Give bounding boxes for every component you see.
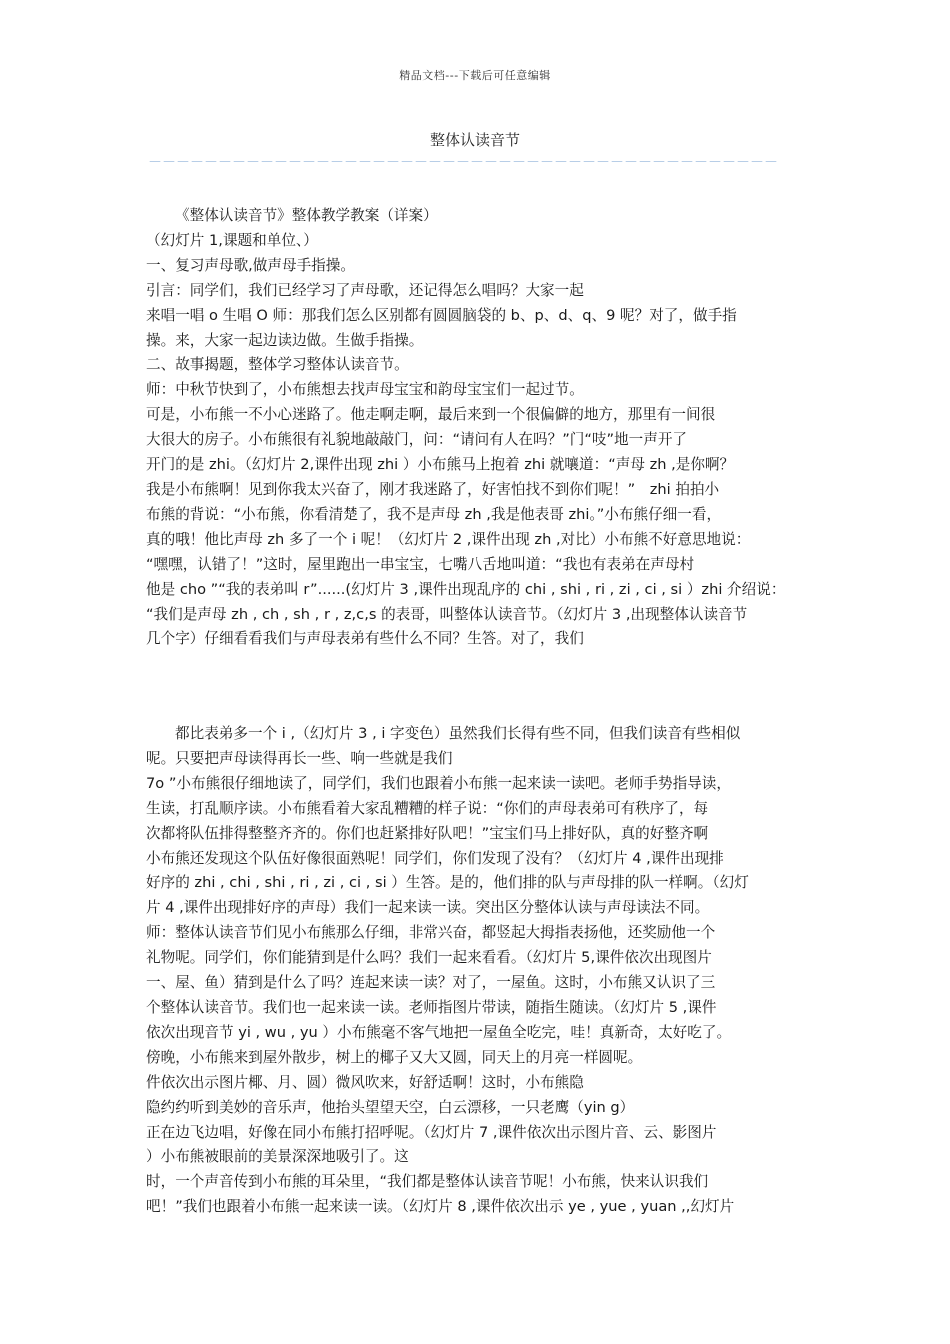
text-line: 操。来，大家一起边读边做。生做手指操。 (146, 331, 424, 349)
text-line: “我们是声母 zh , ch , sh , r , z,c,s 的表哥，叫整体认读音节。（幻灯片 3 ,出现整体认读音节 (146, 605, 748, 623)
text-line: 一、屋、鱼）猜到是什么了吗？连起来读一读？对了，一屋鱼。这时，小布熊又认识了三 (146, 974, 716, 992)
text-line: 好序的 zhi , chi , shi , ri , zi , ci , si ）生答。是的，他们排的队与声母排的队一样啊。（幻灯 (146, 874, 749, 892)
text-line: 傍晚，小布熊来到屋外散步，树上的椰子又大又圆，同天上的月亮一样圆呢。 (146, 1048, 643, 1066)
text-line: 二、故事揭题，整体学习整体认读音节。 (146, 356, 409, 374)
header-note: 精品文档---下载后可任意编辑 (399, 69, 551, 82)
text-line: 个整体认读音节。我们也一起来读一读。老师指图片带读，随指生随读。（幻灯片 5 ,课件 (146, 998, 717, 1016)
text-line: 依次出现音节 yi , wu , yu ）小布熊毫不客气地把一屋鱼全吃完，哇！真新奇，太好吃了。 (146, 1023, 732, 1041)
text-line: 时，一个声音传到小布熊的耳朵里，“我们都是整体认读音节呢！小布熊，快来认识我们 (146, 1173, 709, 1191)
text-line: 7o ”小布熊很仔细地读了，同学们，我们也跟着小布熊一起来读一读吧。老师手势指导读， (146, 774, 731, 792)
document-title: 整体认读音节 (429, 131, 520, 149)
text-line: ）小布熊被眼前的美景深深地吸引了。这 (146, 1148, 409, 1166)
text-line: 呢。只要把声母读得再长一些、响一些就是我们 (146, 749, 453, 767)
text-line: 真的哦！他比声母 zh 多了一个 i 呢！（幻灯片 2 ,课件出现 zh ,对比）小布熊不好意思地说： (146, 530, 751, 548)
text-line: 我是小布熊啊！见到你我太兴奋了，刚才我迷路了，好害怕找不到你们呢！” zhi 拍拍小 (146, 480, 720, 498)
text-line: 布熊的背说：“小布熊，你看清楚了，我不是声母 zh ,我是他表哥 zhi。”小布熊仔细一看， (146, 505, 722, 523)
text-line: 都比表弟多一个 i ,（幻灯片 3 , i 字变色）虽然我们长得有些不同，但我们读音有些相似 (175, 725, 741, 742)
text-line: 一、复习声母歌,做声母手指操。 (146, 256, 355, 274)
text-line: 来唱一唱 o 生唱 O 师：那我们怎么区别都有圆圆脑袋的 b、p、d、q、9 呢？对了，做手指 (146, 306, 737, 324)
text-line: 礼物呢。同学们，你们能猜到是什么吗？我们一起来看看。（幻灯片 5,课件依次出现图片 (146, 949, 712, 967)
text-line: 正在边飞边唱，好像在同小布熊打招呼呢。（幻灯片 7 ,课件依次出示图片音、云、影图片 (146, 1123, 717, 1141)
text-line: 次都将队伍排得整整齐齐的。你们也赶紧排好队吧！”宝宝们马上排好队，真的好整齐啊 (146, 824, 709, 842)
text-line: 可是，小布熊一不小心迷路了。他走啊走啊，最后来到一个很偏僻的地方，那里有一间很 (146, 406, 716, 424)
text-line: 小布熊还发现这个队伍好像很面熟呢！同学们，你们发现了没有？（幻灯片 4 ,课件出现排 (146, 849, 724, 867)
text-line: 《整体认读音节》整体教学教案（详案） (175, 207, 438, 224)
text-line: 他是 cho ”“我的表弟叫 r”......(幻灯片 3 ,课件出现乱序的 chi , shi , ri , zi , ci , si ）zhi 介绍说： (146, 580, 786, 598)
title-divider: －－－－－－－－－－－－－－－－－－－－－－－－－－－－－－－－－－－－－－－－－－－－－ (148, 155, 778, 171)
text-line: 吧！”我们也跟着小布熊一起来读一读。（幻灯片 8 ,课件依次出示 ye , yue , yuan ,,幻灯片 (146, 1198, 735, 1216)
text-line: （幻灯片 1,课题和单位、） (146, 231, 318, 249)
text-line: “嘿嘿，认错了！”这时，屋里跑出一串宝宝，七嘴八舌地叫道：“我也有表弟在声母村 (146, 555, 695, 573)
text-line: 几个字）仔细看看我们与声母表弟有些什么不同？生答。对了，我们 (146, 630, 584, 648)
body-section-1 (146, 204, 810, 652)
text-line: 开门的是 zhi。（幻灯片 2,课件出现 zhi ）小布熊马上抱着 zhi 就嚷道：“声母 zh ,是你啊？ (146, 456, 735, 474)
text-line: 大很大的房子。小布熊很有礼貌地敲敲门，问：“请问有人在吗？”门“吱”地一声开了 (146, 431, 688, 449)
text-line: 件依次出示图片椰、月、圆）微风吹来，好舒适啊！这时，小布熊隐 (146, 1073, 584, 1091)
text-line: 片 4 ,课件出现排好序的声母）我们一起来读一读。突出区分整体认读与声母读法不同。 (146, 899, 710, 917)
body-section-2 (146, 722, 810, 1220)
text-line: 隐约约听到美妙的音乐声，他抬头望望天空，白云漂移，一只老鹰（yin g） (146, 1098, 635, 1116)
text-line: 师：中秋节快到了，小布熊想去找声母宝宝和韵母宝宝们一起过节。 (146, 381, 584, 399)
text-line: 师：整体认读音节们见小布熊那么仔细，非常兴奋，都竖起大拇指表扬他，还奖励他一个 (146, 924, 716, 942)
text-line: 生读，打乱顺序读。小布熊看着大家乱糟糟的样子说：“你们的声母表弟可有秩序了，每 (146, 799, 709, 817)
text-line: 引言：同学们，我们已经学习了声母歌，还记得怎么唱吗？大家一起 (146, 281, 584, 299)
